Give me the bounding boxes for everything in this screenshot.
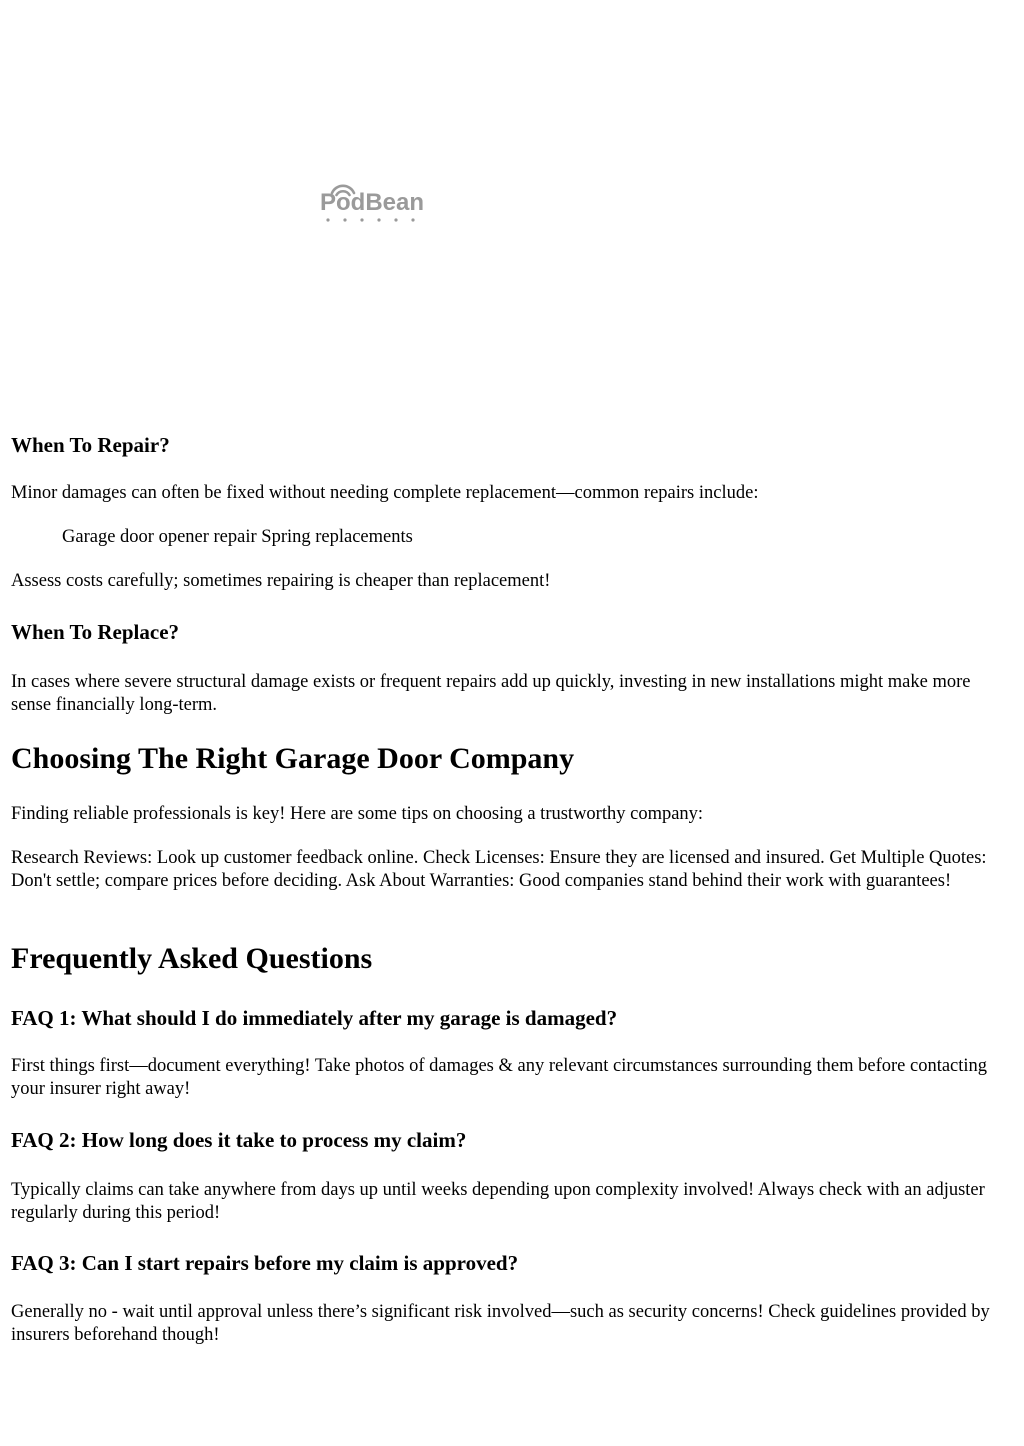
company-heading: Choosing The Right Garage Door Company [11, 742, 575, 775]
faq-question: FAQ 2: How long does it take to process my claim? [11, 1128, 467, 1152]
repair-intro: Minor damages can often be fixed without needing complete replacement—common repairs include: [11, 483, 759, 503]
replace-heading: When To Replace? [11, 620, 180, 644]
faq-answer: Generally no - wait until approval unless there’s significant risk involved—such as security concerns! Check guidelines provided by insurers beforehand though! [11, 1302, 990, 1345]
repair-list: Garage door opener repair Spring replacements [62, 527, 413, 547]
replace-text: In cases where severe structural damage exists or frequent repairs add up quickly, investing in new installations might make more sense financially long-term. [11, 672, 971, 715]
faq-heading: Frequently Asked Questions [11, 942, 373, 975]
podcast-embed-area [0, 0, 1024, 420]
company-tips: Research Reviews: Look up customer feedback online. Check Licenses: Ensure they are licensed and insured. Get Multiple Quotes: Don't settle; compare prices before deciding. Ask About Warranties: Good companies stand behind their work with guarantees! [11, 848, 987, 891]
company-intro: Finding reliable professionals is key! Here are some tips on choosing a trustworthy company: [11, 804, 704, 824]
faq-answer: Typically claims can take anywhere from days up until weeks depending upon complexity involved! Always check with an adjuster regularly during this period! [11, 1180, 985, 1223]
repair-heading: When To Repair? [11, 433, 170, 457]
faq-answer: First things first—document everything! Take photos of damages & any relevant circumstances surrounding them before contacting your insurer right away! [11, 1056, 988, 1099]
faq-question: FAQ 1: What should I do immediately after my garage is damaged? [11, 1006, 618, 1030]
podbean-logo [318, 176, 428, 226]
faq-question: FAQ 3: Can I start repairs before my claim is approved? [11, 1251, 519, 1275]
repair-note: Assess costs carefully; sometimes repairing is cheaper than replacement! [11, 571, 551, 591]
podbean-logo-text: PodBean [320, 189, 425, 216]
